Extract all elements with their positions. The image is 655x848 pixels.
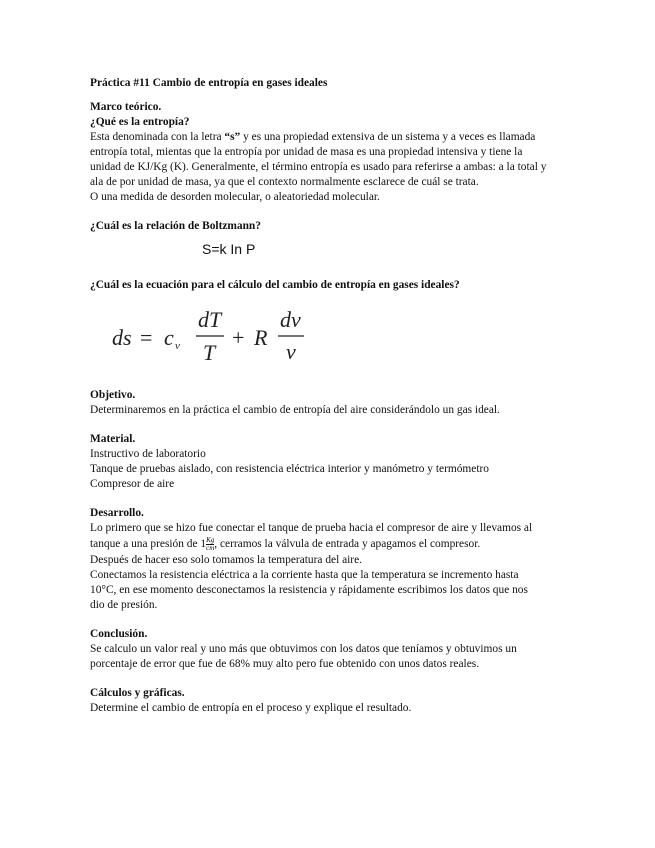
section-heading-conclusion: Conclusión.: [90, 628, 148, 640]
eq-cv-sub: v: [175, 340, 180, 352]
desarrollo-line3: Después de hacer eso solo tomamos la temperatura del aire.: [90, 554, 363, 566]
document-page: [90, 76, 570, 716]
boltzmann-formula: S=k In P: [202, 241, 256, 257]
eq-equals: =: [140, 325, 153, 350]
material-item: Tanque de pruebas aislado, con resistencia eléctrica interior y manómetro y termómetro: [90, 463, 489, 475]
text-run: , cerramos la válvula de entrada y apagamos el compresor.: [214, 538, 481, 550]
material-item: Compresor de aire: [90, 478, 175, 490]
eq-cv: c: [164, 325, 174, 350]
desarrollo-line6: dio de presión.: [90, 599, 158, 611]
section-heading-desarrollo: Desarrollo.: [90, 507, 144, 519]
section-heading-marco-teorico: Marco teórico.: [90, 101, 162, 113]
eq-T: T: [203, 340, 216, 365]
paragraph-entropia-line3: unidad de KJ/Kg (K). Generalmente, el término entropía es usado para referirse a ambas: a la total y: [90, 161, 547, 173]
eq-R: R: [254, 325, 268, 350]
text-run: y es una propiedad extensiva de un sistema y a veces es llamada: [240, 131, 536, 143]
calculos-text: Determine el cambio de entropía en el proceso y explique el resultado.: [90, 702, 412, 714]
desarrollo-line2: [90, 536, 570, 553]
question-boltzmann: ¿Cuál es la relación de Boltzmann?: [90, 220, 261, 232]
fraction-numerator: Kg: [206, 535, 215, 544]
fraction-denominator: cm: [206, 543, 215, 552]
eq-ds: ds: [112, 325, 132, 350]
desarrollo-line1: Lo primero que se hizo fue conectar el tanque de prueba hacia el compresor de aire y llevamos al: [90, 522, 533, 534]
eq-plus: +: [232, 325, 245, 350]
document-title: Práctica #11 Cambio de entropía en gases ideales: [90, 77, 328, 89]
section-heading-material: Material.: [90, 433, 136, 445]
paragraph-entropia-line2: entropía total, mientas que la entropía por unidad de masa es una propiedad intensiva y tiene la: [90, 146, 523, 158]
eq-dv: dv: [280, 307, 301, 332]
question-ecuacion-entropia: ¿Cuál es la ecuación para el cálculo del cambio de entropía en gases ideales?: [90, 279, 460, 291]
section-heading-objetivo: Objetivo.: [90, 389, 136, 401]
letter-s: “s”: [224, 131, 241, 143]
entropy-equation: [110, 307, 370, 369]
text-run: tanque a una presión de 1: [90, 538, 207, 550]
paragraph-entropia-line4: ala de por unidad de masa, ya que el contexto normalmente esclarece de cuál se trata.: [90, 176, 479, 188]
paragraph-entropia-line1: [90, 130, 570, 145]
desarrollo-line5: 10°C, en ese momento desconectamos la resistencia y rápidamente escribimos los datos que nos: [90, 584, 528, 596]
paragraph-desorden: O una medida de desorden molecular, o aleatoriedad molecular.: [90, 191, 380, 203]
eq-dT: dT: [198, 307, 222, 332]
conclusion-line2: porcentaje de error que fue de 68% muy alto pero fue obtenido con unos datos reales.: [90, 658, 480, 670]
question-que-es-entropia: ¿Qué es la entropía?: [90, 116, 190, 128]
text-run: Esta denominada con la letra: [90, 131, 225, 143]
section-heading-calculos: Cálculos y gráficas.: [90, 687, 185, 699]
material-item: Instructivo de laboratorio: [90, 448, 206, 460]
conclusion-line1: Se calculo un valor real y uno más que obtuvimos con los datos que teníamos y obtuvimos un: [90, 643, 517, 655]
eq-v: v: [286, 339, 296, 364]
desarrollo-line4: Conectamos la resistencia eléctrica a la corriente hasta que la temperatura se incremento hasta: [90, 569, 519, 581]
objetivo-text: Determinaremos en la práctica el cambio de entropía del aire considerándolo un gas ideal.: [90, 404, 500, 416]
